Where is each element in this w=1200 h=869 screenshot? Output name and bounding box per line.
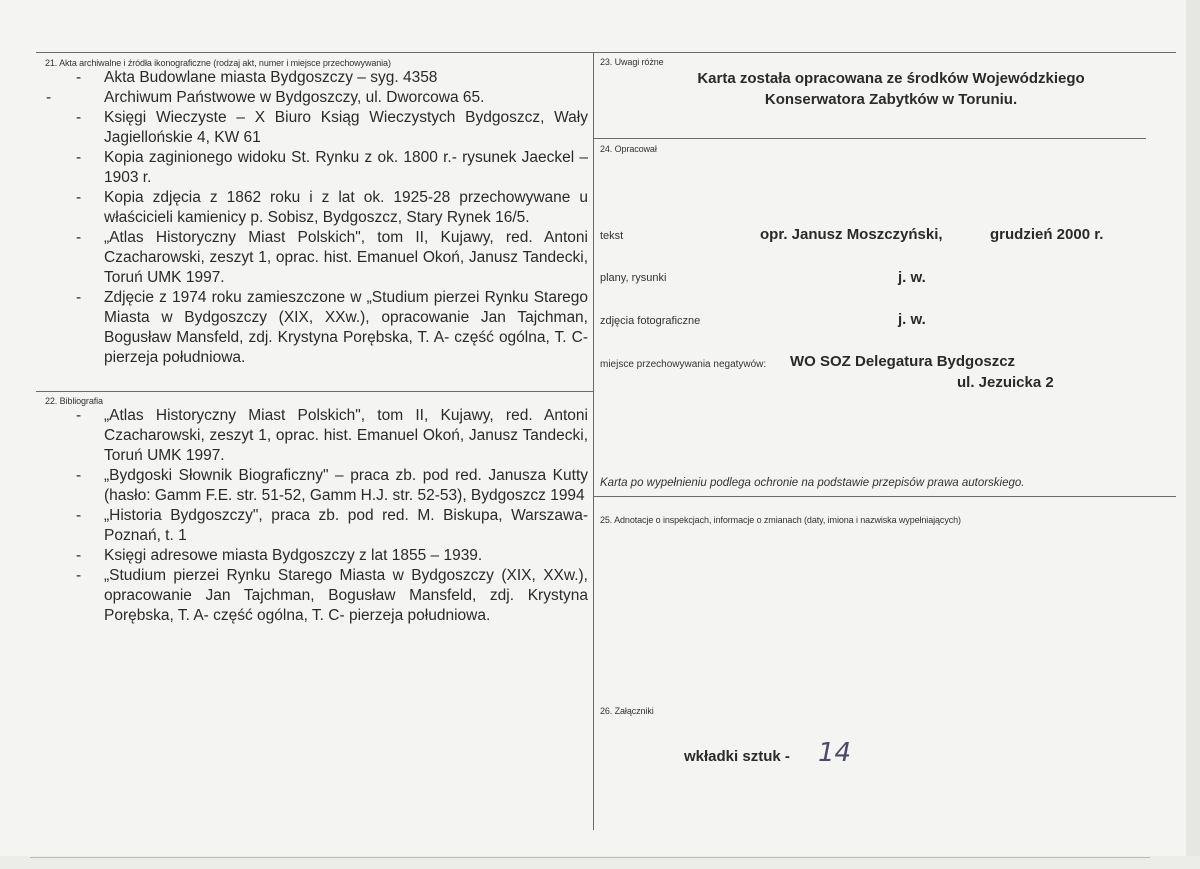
section-21-list: [46, 68, 588, 368]
list-item: - „Bydgoski Słownik Biograficzny" – praca zb. pod red. Janusza Kutty (hasło: Gamm F.E. str. 51-52, Gamm H.J. str. 52-53), Bydgoszcz 1994: [76, 467, 588, 504]
list-item: - „Atlas Historyczny Miast Polskich", tom II, Kujawy, red. Antoni Czacharowski, zeszyt 1, oprac. hist. Emanuel Okoń, Janusz Tandecki, Toruń UMK 1997.: [76, 229, 588, 286]
plany-value: j. w.: [898, 269, 926, 286]
list-item: - Księgi Wieczyste – X Biuro Ksiąg Wieczystych Bydgoszcz, Wały Jagiellońskie 4, KW 61: [76, 109, 588, 146]
funding-note-line-2: Konserwatora Zabytków w Toruniu.: [764, 91, 1018, 108]
tekst-label: tekst: [600, 230, 624, 242]
list-item: - Księgi adresowe miasta Bydgoszczy z lat 1855 – 1939.: [76, 547, 483, 564]
right-divider-24: [594, 138, 1146, 139]
attachments-label: wkładki sztuk -: [684, 748, 790, 765]
list-item: - „Studium pierzei Rynku Starego Miasta w Bydgoszczy (XIX, XXw.), opracowanie Jan Tajchman, Bogusław Mansfeld, zdj. Krystyna Porębska, T. A- część ogólna, T. C- pierzeja południowa.: [76, 567, 588, 624]
list-item: - Akta Budowlane miasta Bydgoszczy – syg. 4358: [76, 69, 438, 86]
zdjecia-label: zdjęcia fotograficzne: [600, 315, 701, 327]
bottom-rule: [30, 857, 1150, 858]
top-rule: [36, 52, 1176, 53]
section-23-label: 23. Uwagi różne: [600, 57, 664, 67]
tekst-date: grudzień 2000 r.: [990, 226, 1104, 243]
section-21-label: 21. Akta archiwalne i źródła ikonograficzne (rodzaj akt, numer i miejsce przechowywania): [45, 58, 391, 68]
funding-note-line-1: Karta została opracowana ze środków Wojewódzkiego: [697, 70, 1085, 87]
list-item: - Kopia zaginionego widoku St. Rynku z ok. 1800 r.- rysunek Jaeckel – 1903 r.: [76, 149, 588, 186]
plany-label: plany, rysunki: [600, 272, 667, 284]
zdjecia-value: j. w.: [898, 311, 926, 328]
right-divider-25: [594, 496, 1176, 497]
list-item: - „Atlas Historyczny Miast Polskich", tom II, Kujawy, red. Antoni Czacharowski, zeszyt 1, oprac. hist. Emanuel Okoń, Janusz Tandecki, Toruń UMK 1997.: [76, 407, 588, 464]
list-item: - „Historia Bydgoszczy", praca zb. pod red. M. Biskupa, Warszawa-Poznań, t. 1: [76, 507, 588, 544]
section-26-label: 26. Załączniki: [600, 706, 654, 716]
copyright-note: Karta po wypełnieniu podlega ochronie na podstawie przepisów prawa autorskiego.: [600, 477, 1025, 489]
list-item: - Archiwum Państwowe w Bydgoszczy, ul. Dworcowa 65.: [46, 89, 485, 106]
section-22-list: [76, 406, 588, 626]
tekst-author: opr. Janusz Moszczyński,: [760, 226, 943, 243]
section-22-label: 22. Bibliografia: [45, 396, 103, 406]
negatives-location-street: ul. Jezuicka 2: [957, 374, 1054, 391]
negatives-location-label: miejsce przechowywania negatywów:: [600, 359, 767, 370]
page-edge-right: [1186, 0, 1200, 869]
section-25-label: 25. Adnotacje o inspekcjach, informacje o zmianach (daty, imiona i nazwiska wypełniających): [600, 515, 961, 525]
section-24-label: 24. Opracował: [600, 144, 657, 154]
negatives-location-value: WO SOZ Delegatura Bydgoszcz: [790, 353, 1016, 370]
left-section-divider: [36, 391, 593, 392]
attachments-count-handwritten: 14: [818, 738, 852, 768]
column-divider: [593, 52, 594, 830]
list-item: - Kopia zdjęcia z 1862 roku i z lat ok. 1925-28 przechowywane u właścicieli kamienicy p. Sobisz, Bydgoszcz, Stary Rynek 16/5.: [76, 189, 588, 226]
list-item: - Zdjęcie z 1974 roku zamieszczone w „Studium pierzei Rynku Starego Miasta w Bydgoszczy (XIX, XXw.), opracowanie Jan Tajchman, Bogusław Mansfeld, zdj. Krystyna Porębska, T. A- część ogólna, T. C- pierzeja południowa.: [76, 289, 588, 366]
